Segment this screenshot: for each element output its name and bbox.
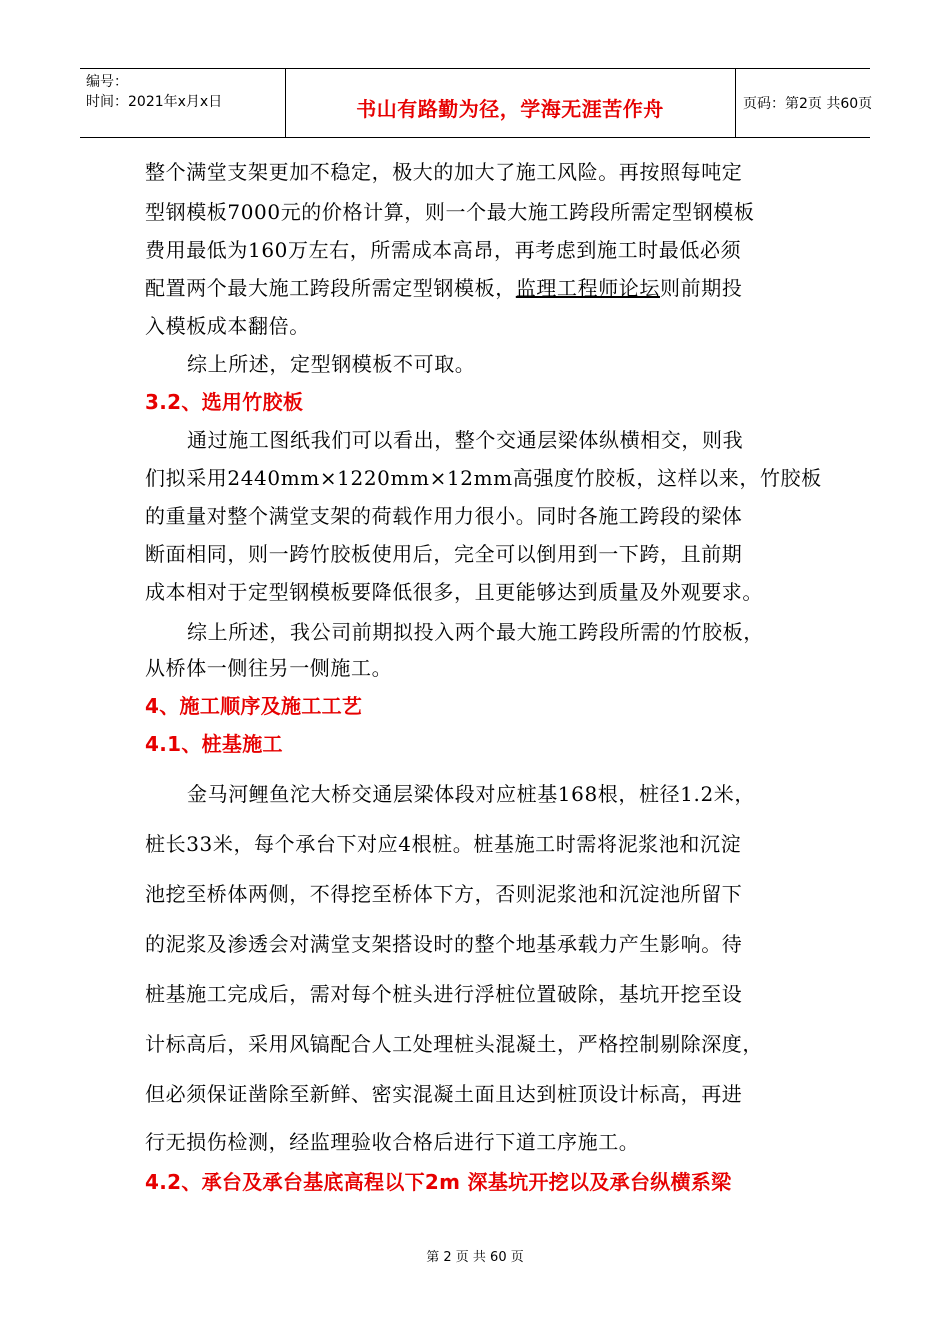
paragraph-line: 桩长33米，每个承台下对应4根桩。桩基施工时需将泥浆池和沉淀 (145, 832, 742, 856)
paragraph-line: 们拟采用2440mm×1220mm×12mm高强度竹胶板，这样以来，竹胶板 (145, 466, 822, 490)
paragraph-line: 费用最低为160万左右，所需成本高昂，再考虑到施工时最低必须 (145, 238, 742, 262)
paragraph-line (145, 274, 825, 302)
paragraph-line: 通过施工图纸我们可以看出，整个交通层梁体纵横相交，则我 (187, 428, 744, 452)
section-heading-4: 4、施工顺序及施工工艺 (145, 694, 363, 718)
paragraph-line: 从桥体一侧往另一侧施工。 (145, 656, 393, 680)
section-heading-3-2: 3.2、选用竹胶板 (145, 390, 304, 414)
page-header (80, 68, 873, 138)
paragraph-line: 成本相对于定型钢模板要降低很多，且更能够达到质量及外观要求。 (145, 580, 763, 604)
paragraph-line: 整个满堂支架更加不稳定，极大的加大了施工风险。再按照每吨定 (145, 160, 743, 184)
paragraph-line: 的泥浆及渗透会对满堂支架搭设时的整个地基承载力产生影响。待 (145, 932, 743, 956)
page-footer: 第 2 页 共 60 页 (426, 1250, 524, 1265)
paragraph-line: 的重量对整个满堂支架的荷载作用力很小。同时各施工跨段的梁体 (145, 504, 743, 528)
paragraph-line: 桩基施工完成后，需对每个桩头进行浮桩位置破除，基坑开挖至设 (145, 982, 743, 1006)
line-text: 配置两个最大施工跨段所需定型钢模板， (145, 276, 516, 300)
header-meta-cell (80, 69, 286, 137)
paragraph-line: 综上所述，我公司前期拟投入两个最大施工跨段所需的竹胶板， (187, 620, 764, 644)
paragraph-line: 型钢模板7000元的价格计算，则一个最大施工跨段所需定型钢模板 (145, 200, 755, 224)
document-time-label: 时间：2021年x月x日 (86, 94, 223, 110)
document-number-label: 编号： (86, 74, 128, 90)
header-page-info: 页码：第2页 共60页 (743, 96, 873, 112)
section-heading-4-2: 4.2、承台及承台基底高程以下2m 深基坑开挖以及承台纵横系梁 (145, 1170, 732, 1194)
paragraph-line: 金马河鲤鱼沱大桥交通层梁体段对应桩基168根，桩径1.2米， (187, 782, 755, 806)
section-heading-4-1: 4.1、桩基施工 (145, 732, 283, 756)
paragraph-line: 池挖至桥体两侧，不得挖至桥体下方，否则泥浆池和沉淀池所留下 (145, 882, 743, 906)
paragraph-line: 入模板成本翻倍。 (145, 314, 310, 338)
paragraph-line: 但必须保证凿除至新鲜、密实混凝土面且达到桩顶设计标高，再进 (145, 1082, 743, 1106)
paragraph-line: 断面相同，则一跨竹胶板使用后，完全可以倒用到一下跨，且前期 (145, 542, 743, 566)
forum-link[interactable]: 监理工程师论坛 (515, 276, 661, 300)
header-page-cell (735, 69, 873, 137)
header-motto: 书山有路勤为径，学海无涯苦作舟 (356, 97, 664, 121)
paragraph-line: 综上所述，定型钢模板不可取。 (187, 352, 476, 376)
header-motto-cell (285, 69, 736, 137)
paragraph-line: 计标高后，采用风镐配合人工处理桩头混凝土，严格控制剔除深度， (145, 1032, 763, 1056)
paragraph-line: 行无损伤检测，经监理验收合格后进行下道工序施工。 (145, 1130, 640, 1154)
line-text: 则前期投 (660, 276, 743, 300)
